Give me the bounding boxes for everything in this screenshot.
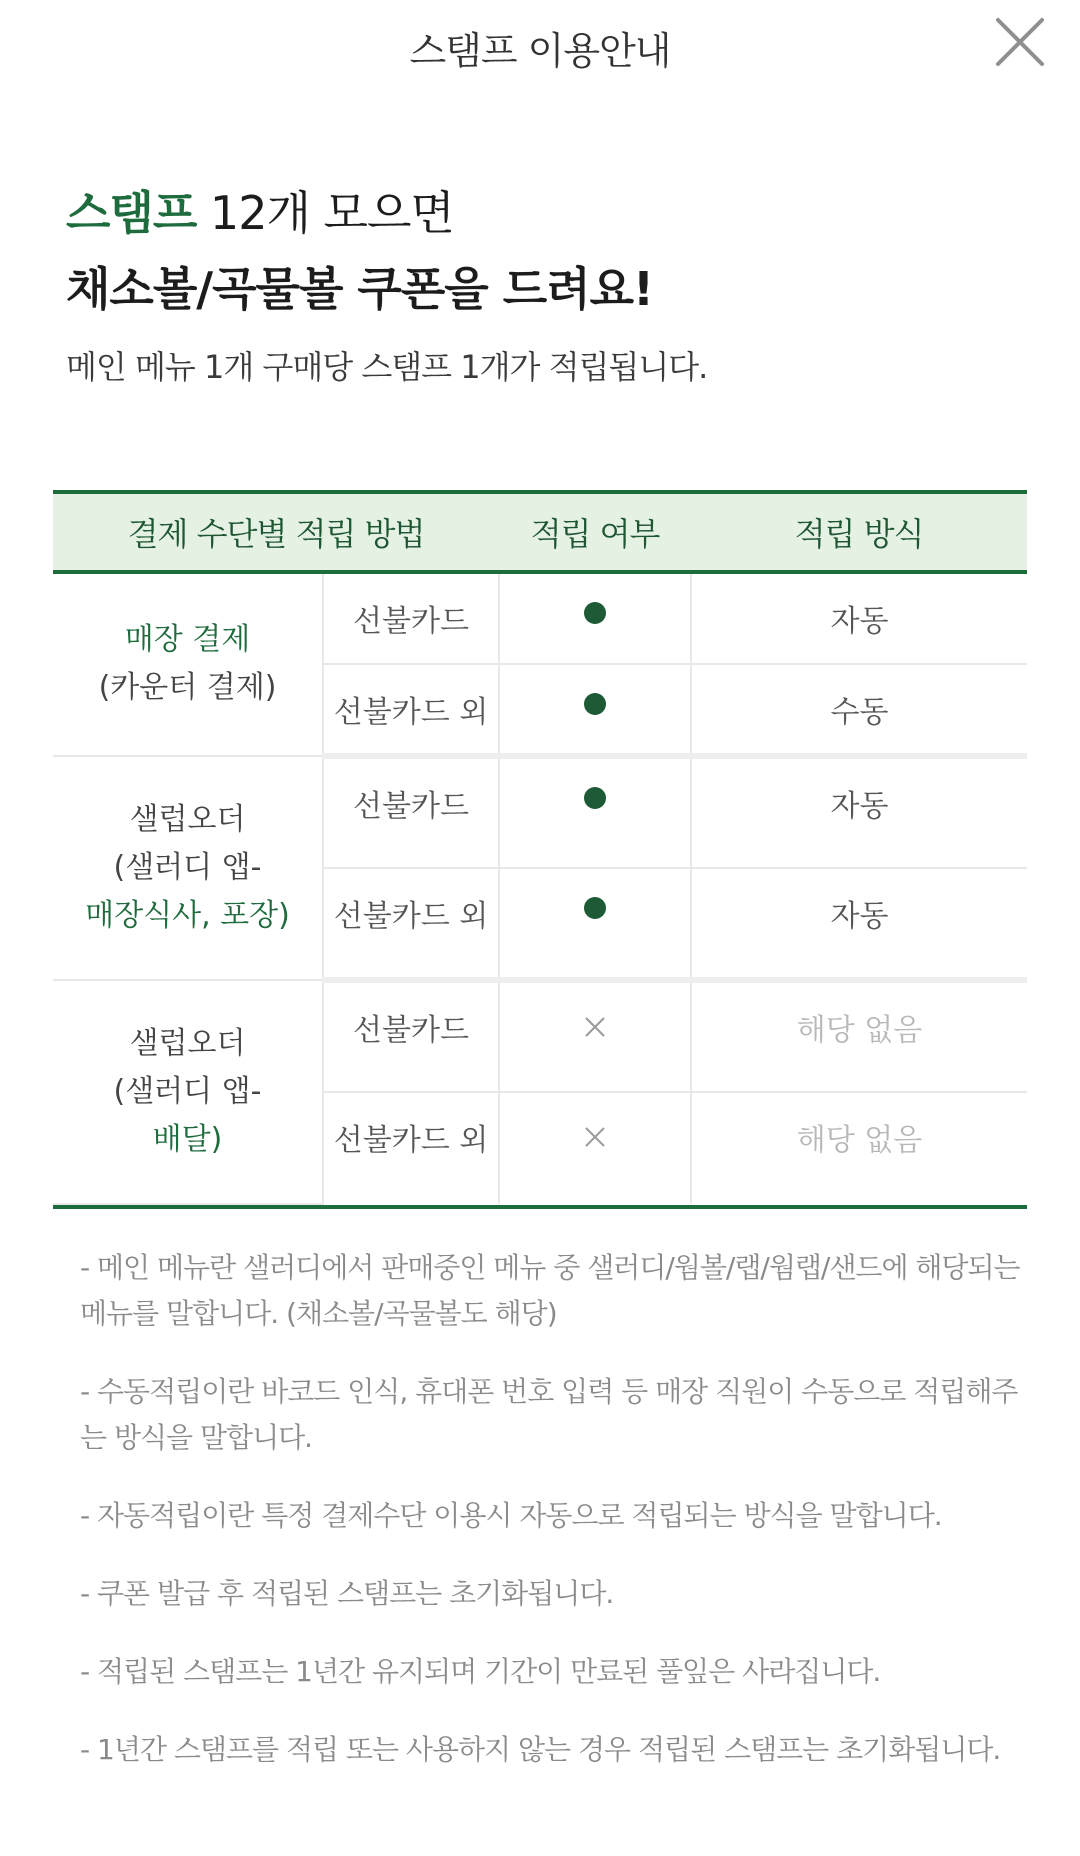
modal-title: 스탬프 이용안내 — [409, 29, 671, 73]
note-item: - 적립된 스탬프는 1년간 유지되며 기간이 만료된 풀잎은 사라집니다. — [80, 1655, 881, 1688]
modal-header — [0, 0, 1080, 90]
group-label-line: (카운터 결제) — [98, 670, 277, 705]
table-bottom-border — [53, 1205, 1027, 1209]
payment-method-cell: 선불카드 외 — [323, 664, 499, 756]
filled-dot-icon — [584, 602, 606, 624]
earn-type-cell: 해당 없음 — [691, 1092, 1027, 1204]
close-button[interactable] — [992, 14, 1048, 70]
earn-type-cell: 자동 — [691, 756, 1027, 868]
earn-status-cell — [499, 980, 691, 1092]
table-header-row — [53, 492, 1027, 572]
headline-line-2: 채소볼/곡물볼 쿠폰을 드려요! — [66, 262, 654, 316]
payment-method-cell: 선불카드 — [323, 980, 499, 1092]
payment-method-cell: 선불카드 외 — [323, 868, 499, 980]
close-icon — [992, 14, 1048, 70]
header-earn-status: 적립 여부 — [530, 515, 660, 553]
earn-type-cell: 자동 — [691, 868, 1027, 980]
header-payment-method: 결제 수단별 적립 방법 — [127, 515, 425, 553]
earn-type-cell: 수동 — [691, 664, 1027, 756]
group-label-line: 매장 결제 — [124, 622, 251, 657]
group-label-line: (샐러디 앱- — [113, 1073, 262, 1109]
group-label — [53, 980, 323, 1204]
earn-status-cell — [499, 572, 691, 664]
earn-status-cell — [499, 1092, 691, 1204]
group-label-line: 배달) — [152, 1121, 223, 1157]
header-earn-type: 적립 방식 — [794, 515, 924, 553]
note-item: - 자동적립이란 특정 결제수단 이용시 자동으로 적립되는 방식을 말합니다. — [80, 1499, 942, 1532]
earn-type-cell: 해당 없음 — [691, 980, 1027, 1092]
group-label-line: 매장식사, 포장) — [85, 897, 290, 933]
headline — [66, 175, 653, 327]
table-row — [53, 572, 1027, 664]
payment-method-cell: 선불카드 외 — [323, 1092, 499, 1204]
note-item: - 메인 메뉴란 샐러디에서 판매중인 메뉴 중 샐러디/웜볼/랩/웜랩/샌드에 해당되는 메뉴를 말합니다. (채소볼/곡물볼도 해당) — [80, 1251, 1020, 1330]
group-label-line: 샐럽오더 — [129, 801, 246, 837]
payment-method-cell: 선불카드 — [323, 572, 499, 664]
headline-line-1 — [66, 175, 653, 251]
note-item: - 수동적립이란 바코드 인식, 휴대폰 번호 입력 등 매장 직원이 수동으로 적립해주는 방식을 말합니다. — [80, 1375, 1018, 1454]
group-label — [53, 572, 323, 756]
earn-status-cell — [499, 756, 691, 868]
group-label-line: (샐러디 앱- — [113, 849, 262, 885]
headline-line-1-rest: 12개 모으면 — [196, 186, 454, 240]
subline: 메인 메뉴 1개 구매당 스탬프 1개가 적립됩니다. — [66, 348, 708, 386]
x-mark-icon — [583, 1125, 607, 1149]
group-label-line: 샐럽오더 — [129, 1025, 246, 1061]
earn-type-cell: 자동 — [691, 572, 1027, 664]
notes-list — [80, 1245, 1020, 1805]
payment-method-cell: 선불카드 — [323, 756, 499, 868]
stamp-table — [53, 490, 1027, 1209]
group-label — [53, 756, 323, 980]
filled-dot-icon — [584, 787, 606, 809]
table-row — [53, 980, 1027, 1092]
table-row — [53, 756, 1027, 868]
earn-status-cell — [499, 664, 691, 756]
earn-status-cell — [499, 868, 691, 980]
note-item: - 1년간 스탬프를 적립 또는 사용하지 않는 경우 적립된 스탬프는 초기화됩니다. — [80, 1733, 1001, 1766]
note-item: - 쿠폰 발급 후 적립된 스탬프는 초기화됩니다. — [80, 1577, 614, 1610]
filled-dot-icon — [584, 693, 606, 715]
headline-accent: 스탬프 — [66, 186, 197, 240]
x-mark-icon — [583, 1015, 607, 1039]
filled-dot-icon — [584, 897, 606, 919]
